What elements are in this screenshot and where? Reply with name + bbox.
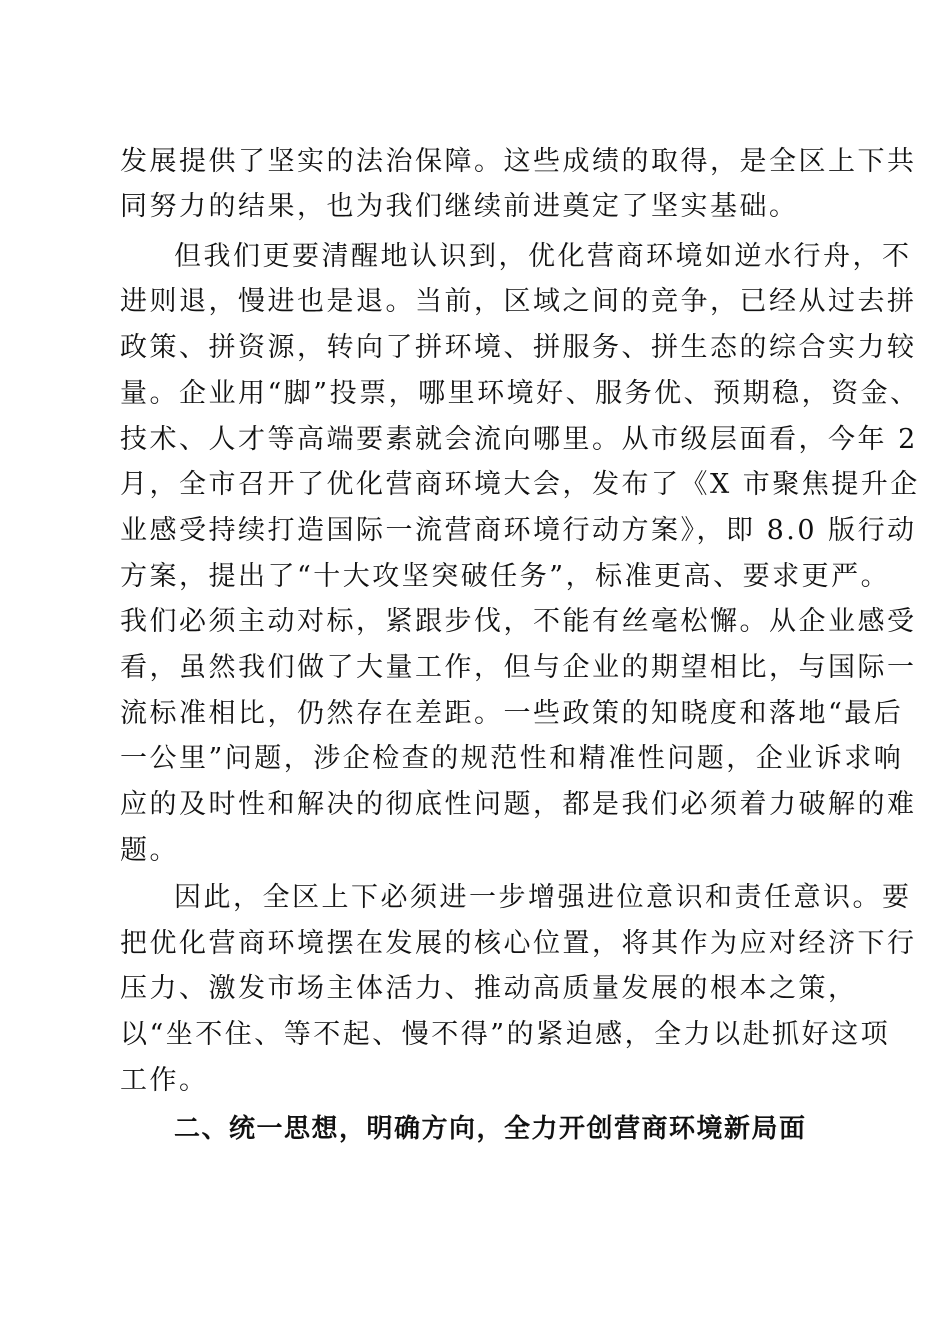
paragraph-line: 同努力的结果，也为我们继续前进奠定了坚实基础。 (120, 191, 799, 222)
paragraph-line: 流标准相比，仍然存在差距。一些政策的知晓度和落地“最后 (120, 698, 904, 729)
paragraph-line: 以“坐不住、等不起、慢不得”的紧迫感，全力以赴抓好这项 (120, 1019, 891, 1050)
paragraph-line: 题。 (120, 835, 179, 866)
paragraph-line: 技术、人才等高端要素就会流向哪里。从市级层面看，今年 2 (120, 424, 918, 455)
paragraph-line: 看，虽然我们做了大量工作，但与企业的期望相比，与国际一 (120, 652, 917, 683)
paragraph-line: 压力、激发市场主体活力、推动高质量发展的根本之策， (120, 973, 858, 1004)
paragraph-line: 但我们更要清醒地认识到，优化营商环境如逆水行舟，不 (174, 241, 912, 272)
section-heading: 二、统一思想，明确方向，全力开创营商环境新局面 (174, 1114, 807, 1144)
paragraph-line: 发展提供了坚实的法治保障。这些成绩的取得，是全区上下共 (120, 146, 917, 177)
paragraph-line: 一公里”问题，涉企检查的规范性和精准性问题，企业诉求响 (120, 743, 904, 774)
paragraph-line: 方案，提出了“十大攻坚突破任务”，标准更高、要求更严。 (120, 561, 891, 592)
paragraph-line: 业感受持续打造国际一流营商环境行动方案》，即 8.0 版行动 (120, 515, 917, 546)
paragraph-line: 量。企业用“脚”投票，哪里环境好、服务优、预期稳，资金、 (120, 378, 920, 409)
paragraph-line: 把优化营商环境摆在发展的核心位置，将其作为应对经济下行 (120, 928, 917, 959)
paragraph-line: 我们必须主动对标，紧跟步伐，不能有丝毫松懈。从企业感受 (120, 606, 917, 637)
paragraph-line: 应的及时性和解决的彻底性问题，都是我们必须着力破解的难 (120, 789, 917, 820)
paragraph-line: 政策、拼资源，转向了拼环境、拼服务、拼生态的综合实力较 (120, 332, 917, 363)
paragraph-line: 进则退，慢进也是退。当前，区域之间的竞争，已经从过去拼 (120, 286, 917, 317)
paragraph-line: 月，全市召开了优化营商环境大会，发布了《X 市聚焦提升企 (120, 469, 920, 500)
paragraph-line: 工作。 (120, 1065, 209, 1096)
paragraph-line: 因此，全区上下必须进一步增强进位意识和责任意识。要 (174, 882, 912, 913)
